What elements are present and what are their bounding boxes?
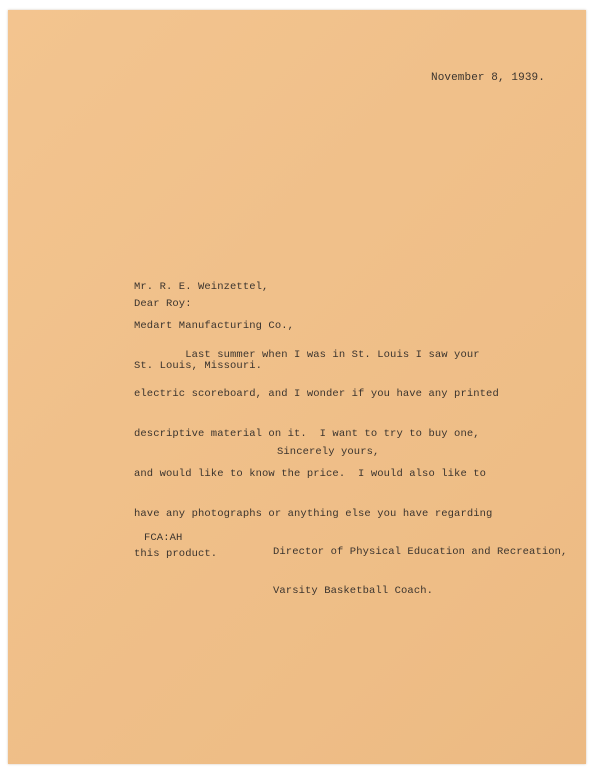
body-line: and would like to know the price. I would also like to xyxy=(134,468,487,481)
signature-line: Varsity Basketball Coach. xyxy=(273,585,434,598)
body-line: this product. xyxy=(134,548,218,561)
body-line: electric scoreboard, and I wonder if you have any printed xyxy=(134,388,499,401)
body-line: descriptive material on it. I want to try to buy one, xyxy=(134,428,480,441)
body-line: have any photographs or anything else you have regarding xyxy=(134,508,493,521)
body-line: Last summer when I was in St. Louis I saw your xyxy=(134,348,480,361)
address-line: Medart Manufacturing Co., xyxy=(134,320,295,333)
salutation: Dear Roy: xyxy=(134,298,192,310)
signature-block xyxy=(273,519,567,625)
letter-page xyxy=(8,10,586,764)
address-line: St. Louis, Missouri. xyxy=(134,360,263,373)
signature-line: Director of Physical Education and Recreation, xyxy=(273,545,568,558)
address-line: Mr. R. E. Weinzettel, xyxy=(134,280,269,293)
closing: Sincerely yours, xyxy=(277,446,380,458)
letter-date: November 8, 1939. xyxy=(431,72,545,84)
typist-initials: FCA:AH xyxy=(144,532,183,544)
